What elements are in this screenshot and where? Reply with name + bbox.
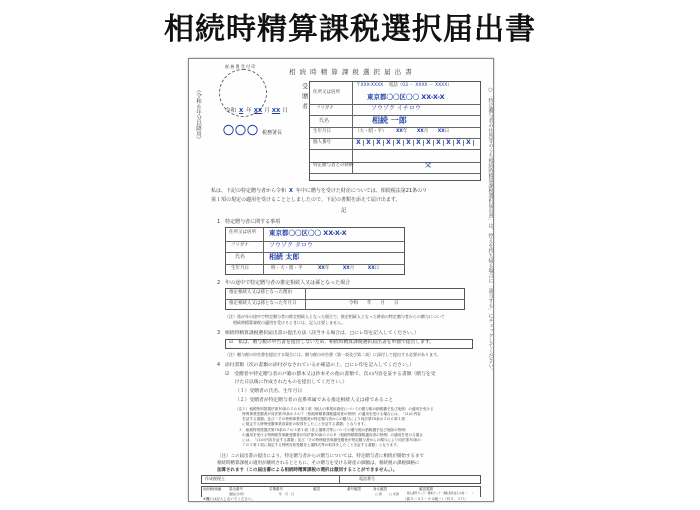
tax-office-name: 〇〇〇 — [223, 124, 259, 137]
form-title: 相 続 時 精 算 課 税 選 択 届 出 書 — [289, 68, 413, 76]
mynumber-digit: X — [364, 140, 374, 146]
mynumber-digit: X — [424, 140, 434, 146]
applicant-birth: （大・昭・平） XX年 XX月 XX日 — [355, 129, 450, 134]
mynumber-digit: X — [464, 140, 474, 146]
office-use-h1: 届出番号 — [229, 487, 243, 491]
donor-birth-label: 生年月日 — [231, 266, 249, 271]
section2-note-1: （注）孫が年の途中で特定贈与者の推定相続人となった場合で、推定相続人となった時前の特定贈与者からの贈与について — [225, 314, 445, 319]
mynumber-digit: X — [374, 140, 384, 146]
preparer-row — [201, 475, 481, 484]
section4-note-1: （注１）租税特別措置法第70条の２の６第１項（個人の事業用資産についての贈与税の納税猶予及び免除）の適用を受ける — [235, 407, 434, 411]
section4-note-5: ２ 租税特別措置法第70条の７の５第１項（非上場株式等についての贈与税の納税猶予及び免除の特例） — [235, 428, 409, 432]
section4-note-8: ７の５第１項に規定する特例対象受贈非上場株式等の取得をしたことを証する書類」となります。 — [235, 443, 401, 447]
section4-note-2: 特例事業受贈者が同法第70条の２の７（相続時精算課税適用者の特例）の適用を受ける場合には、「(1)の内容 — [235, 412, 421, 416]
stamp-label: 税 務 署 受 付 印 — [225, 64, 256, 69]
page-heading: 相続時精算課税選択届出書 — [164, 12, 536, 47]
applicant-address: 東京都〇〇区〇〇 XX-X-X — [367, 93, 445, 101]
office-use-doc-note: 個人番号カード／通知カード・運転免許証その他（ ） — [407, 492, 475, 495]
right-side-note: ○「特定贈与者の住所等のうち相続時精算課税選択届出書」は、控えを持ち帰る場合に「該当する」にチェックしてください。 — [487, 87, 494, 373]
mynumber-digit: X — [434, 140, 444, 146]
preparer-label: 作成税理士 — [205, 476, 225, 481]
donor-address-label: 住所又は居所 — [229, 230, 256, 235]
closing-line-1: （注）この届出書の提出により、特定贈与者からの贈与については、特定贈与者に相続が開始するまで — [217, 454, 424, 459]
office-use-h4: 番号確認 — [347, 487, 361, 491]
applicant-postal: 〒XXX-XXXX 電話（03 － XXXX － XXXX） — [356, 83, 452, 88]
applicant-birth-label: 生年月日 — [313, 129, 331, 134]
applicant-name-label: 氏名 — [319, 118, 330, 124]
section2-note-2: 相続時精算課税の適用を受けるときには、記入は要しません。 — [225, 320, 346, 325]
ki-label: 記 — [341, 208, 347, 214]
donor-name-label: 氏名 — [235, 254, 246, 260]
office-use-h2: 名簿番号 — [269, 487, 283, 491]
applicant-side-label: 受贈者 — [300, 83, 308, 113]
office-use-label: 税務署整理欄 — [203, 487, 222, 491]
form-sheet — [188, 58, 494, 502]
office-use-r2: 通信日付印 — [229, 492, 245, 496]
intro-line-2: 第１項の規定の適用を受けることとしましたので、下記の書類を添えて届け出ます。 — [211, 197, 401, 203]
applicant-mynumber-label: 個人番号 — [313, 140, 331, 145]
applicant-furigana-label: フリガナ — [316, 106, 334, 111]
date-line: 令和 X 年 XX 月 XX 日 — [225, 108, 288, 114]
section3-title: 3 相続時精算課税選択届出書の提出方法（該当する場合は、□にレ印を記入してください。） — [217, 331, 419, 336]
mynumber-digit: X — [444, 140, 454, 146]
mynumber-digit: X — [394, 140, 404, 146]
footer-left-note: ※欄には記入しないでください。 — [203, 497, 255, 501]
section2-title: 2 年の途中で特定贈与者の推定相続人又は孫となった場合 — [217, 280, 351, 286]
donor-furigana: ソウゾク タロウ — [269, 242, 313, 249]
applicant-relation: 父 — [425, 162, 432, 169]
footer-right-code: （資５－４２－Ａ４統一）（Ｒ５．１０） — [403, 497, 468, 501]
section4-note-4: に規定する特例受贈事業用資産の取得をしたことを証する書類」となります。 — [235, 422, 368, 426]
intro-line-1: 私は、下記の特定贈与者から令和 X 年中に贈与を受けた財産については、相続税法第21条の９ — [211, 188, 428, 194]
mynumber-digit: X — [454, 140, 464, 146]
section4-check-2: けた日以後に作成されたものを提出してください。） — [225, 380, 348, 385]
applicant-mynumber — [354, 140, 474, 146]
office-use-check-b[interactable]: □ 未済 — [389, 492, 399, 496]
office-use-h6: 確認書類 — [419, 487, 433, 491]
mynumber-digit: X — [354, 140, 364, 146]
mynumber-digit: X — [384, 140, 394, 146]
applicant-furigana: ソウゾク イチロウ — [371, 105, 421, 112]
closing-line-2: 相続時精算課税の適用が継続されるとともに、その贈与を受ける財産の価額は、相続税の課税価格に — [217, 461, 420, 466]
section4-note-6: の適用を受ける特例経営承継受贈者が同法第70条の２の８（相続時精算課税適用者の特例）の適用を受ける場合 — [235, 433, 423, 437]
office-use-h5: 身元確認 — [373, 487, 387, 491]
donor-name: 相続 太郎 — [269, 253, 300, 261]
applicant-address-label: 住所又は居所 — [313, 90, 340, 95]
section4-check-1[interactable]: ☑ 受贈者や特定贈与者の戸籍の謄本又は抄本その他の書類で、次の内容を証する書類（贈与を受 — [225, 372, 436, 377]
section4-note-7: には、「(1)の内容を証する書類」及び「その特例経営承継受贈者が特定贈与者からの贈与により同法第70条の — [235, 438, 421, 442]
donor-birth: 明・大・昭・平 XX年 XX月 XX日 — [271, 266, 380, 271]
closing-line-3: 加算されます（この届出書による相続時精算課税の選択は撤回することができません。）。 — [217, 468, 398, 473]
section2-row2-value: 令和 年 月 日 — [349, 301, 399, 306]
section4-note-3: を証する書類」及び「その特例事業受贈者が特定贈与者からの贈与により同法第70条の２の６第１項 — [235, 417, 405, 421]
section4-title: 4 添付書類（次の書類の添付がなされているか確認の上、□にレ印を記入してください。） — [217, 363, 415, 368]
section4-item-1: （１）受贈者の氏名、生年月日 — [235, 389, 303, 394]
applicant-name: 相続 一郎 — [372, 116, 407, 125]
office-use-h3: 確認 — [313, 487, 320, 491]
section3-check[interactable]: ☑ 私は、贈与税の申告書を提出しないため、相続時精算課税選択届出書を単独で提出します。 — [229, 340, 435, 345]
tax-office-line: 〇〇〇 税務署長 — [223, 124, 283, 137]
donor-address: 東京都〇〇区〇〇 XX-X-X — [269, 229, 347, 237]
mynumber-digit: X — [404, 140, 414, 146]
applicant-relation-label: 特定贈与者との続柄 — [313, 163, 354, 168]
section1-title: 1 特定贈与者に関する事項 — [217, 219, 281, 225]
phone-number-label: 電話番号 — [359, 476, 375, 481]
section4-item-2: （２）受贈者が特定贈与者の直系卑属である推定相続人又は孫であること — [235, 398, 394, 403]
donor-furigana-label: フリガナ — [231, 243, 249, 248]
year-applicable-label: （令和６年分以降用） — [195, 87, 202, 142]
mynumber-digit: X — [414, 140, 424, 146]
office-use-r2-value: 年 月 日 — [279, 492, 295, 496]
section3-note: （注）贈与税の申告書を提出する場合には、贈与税の申告書（第一表及び第二表）に添付して提出する必要があります。 — [225, 352, 441, 357]
section2-row1: 推定相続人又は孫となった理由 — [229, 290, 292, 295]
section2-row2: 推定相続人又は孫となった年月日 — [229, 301, 297, 306]
office-use-check-a[interactable]: □ 済 — [375, 492, 382, 496]
